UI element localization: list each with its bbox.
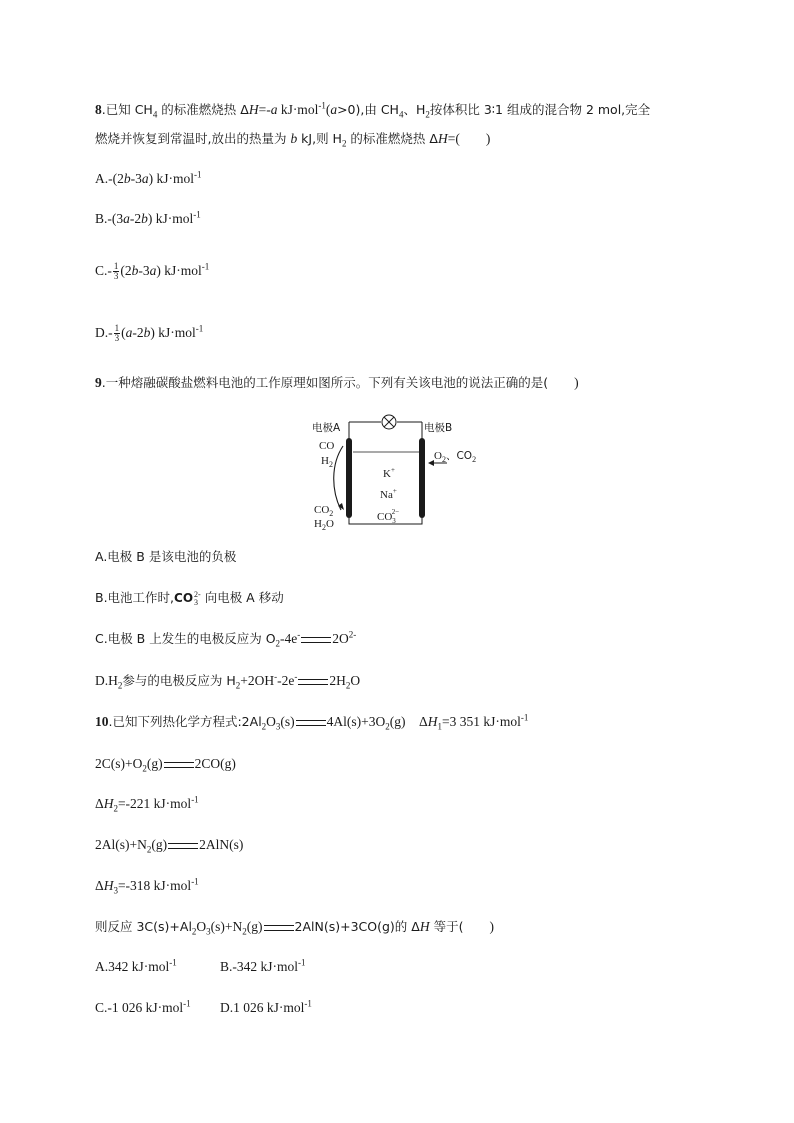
q10-dh2 (95, 795, 199, 813)
label-na-ion (380, 487, 397, 501)
q10-text: (s)+N (210, 919, 243, 934)
option-text: ( (121, 325, 126, 340)
eq-text: Δ (95, 878, 104, 893)
option-sub: 2 (345, 680, 351, 691)
q10-sup: -1 (520, 712, 529, 723)
eq-text: 2Al(s)+N (95, 837, 147, 852)
option-text: -2e (277, 673, 295, 688)
q10-equation-2 (95, 755, 236, 773)
q10-var: H (419, 919, 430, 934)
option-sup: -1 (201, 261, 210, 272)
option-text: A.电极 B 是该电池的负极 (95, 549, 237, 564)
option-sub: 2 (275, 638, 281, 649)
option-text: -4e (280, 631, 298, 646)
option-text: +2OH (240, 673, 275, 688)
q8-sub: 4 (152, 109, 158, 120)
option-sup: -1 (298, 957, 306, 968)
label-k-ion (383, 466, 395, 480)
label-co2-sub: 2 (329, 509, 334, 518)
label-k: K (383, 468, 391, 480)
ion-charge-sup: 2- (194, 589, 201, 599)
q9-option-b[interactable] (95, 589, 284, 607)
eq-text: (g) (151, 837, 168, 852)
q8-text: >0),由 CH (337, 102, 399, 117)
eq-text: 2C(s)+O (95, 756, 143, 771)
option-text: ) kJ·mol (156, 263, 202, 278)
option-text: C.电极 B 上发生的电极反应为 O (95, 631, 276, 646)
label-electrode-a: 电极A (312, 422, 341, 434)
label-co2 (314, 504, 333, 518)
ion-charge-sub: 3 (194, 597, 199, 607)
q8-text: 的标准燃烧热 Δ (157, 102, 249, 117)
fraction (113, 262, 120, 281)
q10-sub: 2 (242, 926, 247, 937)
q10-stem (95, 713, 528, 731)
q10-var: H (427, 714, 438, 729)
label-electrode-b: 电极B (424, 422, 453, 434)
option-var: b (131, 263, 139, 278)
fraction-denominator: 3 (113, 271, 119, 282)
q10-sub: 2 (385, 721, 390, 732)
q8-var: H (248, 102, 259, 117)
option-sup: -1 (195, 323, 204, 334)
q10-text: (g) (246, 919, 263, 934)
eq-sub: 2 (113, 803, 118, 814)
q8-sup: -1 (318, 100, 326, 111)
q10-text: 2AlN(s)+3CO(g)的 Δ (294, 919, 420, 934)
label-h2-sub: 2 (328, 460, 333, 469)
q8-var: a (270, 102, 278, 117)
label-h2o (314, 518, 334, 532)
label-h2 (321, 455, 333, 469)
option-sup: -1 (194, 169, 202, 180)
fraction (114, 324, 121, 343)
q10-text: =3 351 kJ·mol (441, 714, 521, 729)
option-var: b (143, 325, 151, 340)
eq-text: 2AlN(s) (199, 837, 244, 852)
q10-option-b[interactable] (220, 958, 306, 976)
q10-equation-3 (95, 836, 243, 854)
q10-sub: 3 (275, 721, 281, 732)
option-sup: -1 (193, 209, 201, 220)
fraction-denominator: 3 (114, 333, 120, 344)
electrode-a (346, 438, 352, 518)
option-var: a (125, 325, 133, 340)
eq-text: Δ (95, 796, 104, 811)
option-text: -2 (132, 325, 144, 340)
q8-sub: 2 (341, 138, 347, 149)
option-text: B.电池工作时, (95, 590, 175, 605)
option-text: D.H (95, 673, 118, 688)
q8-var: H (437, 131, 448, 146)
label-o2-sub: 2 (441, 455, 446, 464)
option-text: A.342 kJ·mol (95, 959, 170, 974)
q10-text: O (196, 919, 207, 934)
electrode-b (419, 438, 425, 518)
option-sup: -1 (183, 998, 191, 1009)
q10-option-c[interactable] (95, 999, 191, 1017)
q8-number: 8 (95, 102, 102, 117)
label-o2-text: O (434, 450, 442, 462)
q9-text: ) (574, 375, 579, 390)
option-text: 2O (332, 631, 349, 646)
option-text: -3 (138, 263, 150, 278)
q8-stem-line1 (95, 101, 650, 119)
q8-text: ( (325, 102, 331, 117)
q9-option-a[interactable] (95, 548, 236, 566)
q8-var: b (290, 131, 298, 146)
q8-text: kJ,则 H (297, 131, 342, 146)
q10-text: .已知下列热化学方程式:2Al (108, 714, 262, 729)
option-var: a (141, 171, 149, 186)
option-text: D.- (95, 325, 113, 340)
q9-number: 9 (95, 375, 102, 390)
q8-text: 燃烧并恢复到常温时,放出的热量为 (95, 131, 291, 146)
label-carbonate-ion (377, 508, 399, 525)
eq-sup: -1 (191, 876, 199, 887)
eq-var: H (103, 796, 114, 811)
eq-text: =-318 kJ·mol (117, 878, 192, 893)
option-text: B.-342 kJ·mol (220, 959, 299, 974)
eq-sup: -1 (191, 794, 199, 805)
option-text: 2H (329, 673, 346, 688)
option-text: A.-(2 (95, 171, 124, 186)
q8-stem-line2 (95, 130, 490, 148)
label-carbonate-sup: 2− (391, 508, 400, 516)
q8-var: a (330, 102, 338, 117)
reaction-equals-sign (264, 925, 294, 931)
option-text: B.-(3 (95, 211, 124, 226)
q8-text: kJ·mol (277, 102, 319, 117)
option-text: 参与的电极反应为 H (122, 673, 236, 688)
q10-text: (g) Δ (389, 714, 428, 729)
label-h2o-o: O (325, 518, 334, 530)
option-text: C.-1 026 kJ·mol (95, 1000, 184, 1015)
eq-var: H (103, 878, 114, 893)
label-co: CO (319, 440, 335, 452)
option-text: D.1 026 kJ·mol (220, 1000, 305, 1015)
option-sup: -1 (169, 957, 177, 968)
fuel-cell-diagram (306, 412, 496, 534)
reaction-equals-sign (168, 843, 198, 849)
option-text: -3 (130, 171, 142, 186)
eq-sub: 3 (113, 885, 118, 896)
option-text: ) kJ·mol (150, 325, 196, 340)
label-co2-text: CO (314, 504, 330, 516)
q10-text: 等于( (429, 919, 464, 934)
label-carbonate-sub: 3 (392, 517, 396, 525)
label-h2o-sub: 2 (321, 523, 326, 532)
label-k-sup: + (390, 466, 395, 474)
fraction-numerator: 1 (113, 261, 119, 272)
option-text: (2 (120, 263, 132, 278)
eq-text: =-221 kJ·mol (117, 796, 192, 811)
q10-text: O (266, 714, 276, 729)
label-carbonate: CO (377, 511, 393, 523)
q10-sub: 3 (206, 926, 211, 937)
q10-number: 10 (95, 714, 109, 729)
q8-text: =- (258, 102, 271, 117)
label-o2 (434, 450, 476, 464)
label-o2-co2-sub: 2 (472, 455, 477, 464)
gas-flow-arrow (334, 446, 343, 510)
eq-sub: 2 (142, 763, 147, 774)
eq-sub: 2 (146, 844, 152, 855)
q8-sub: 2 (425, 109, 430, 120)
carbonate-formula: CO (174, 591, 194, 605)
q8-text: =( (447, 131, 460, 146)
label-na-sup: + (392, 487, 397, 495)
label-na: Na (380, 489, 393, 501)
fraction-numerator: 1 (114, 323, 120, 334)
q9-text: .一种熔融碳酸盐燃料电池的工作原理如图所示。下列有关该电池的说法正确的是( (101, 375, 549, 390)
option-sup: - (274, 671, 278, 682)
reaction-equals-sign (301, 637, 331, 643)
q10-dh3 (95, 877, 199, 895)
q8-text: .已知 CH (101, 102, 153, 117)
q10-option-d[interactable] (220, 999, 312, 1017)
option-sup: -1 (304, 998, 312, 1009)
q9-option-d[interactable] (95, 672, 360, 690)
label-h2o-h: H (314, 518, 322, 530)
option-sub: 2 (117, 680, 123, 691)
q10-text: ) (489, 919, 494, 934)
option-text: -2 (129, 211, 142, 226)
option-var: a (123, 211, 130, 226)
reaction-equals-sign (296, 720, 326, 726)
option-text: ) kJ·mol (148, 171, 194, 186)
q10-question (95, 918, 494, 936)
eq-text: (g) (146, 756, 163, 771)
reaction-equals-sign (164, 762, 194, 768)
option-text: 向电极 A 移动 (200, 590, 284, 605)
q10-sub: 2 (191, 926, 197, 937)
q8-sub: 4 (398, 109, 404, 120)
label-o2-co2: 、CO (445, 450, 473, 462)
q10-text: 则反应 3C(s)+Al (95, 919, 192, 934)
ion-charge (194, 591, 201, 607)
q10-text: (s) (280, 714, 295, 729)
q8-option-b[interactable] (95, 210, 201, 228)
option-text: ) kJ·mol (147, 211, 194, 226)
q10-option-a[interactable] (95, 958, 177, 976)
q9-stem (95, 374, 579, 392)
q8-option-a[interactable] (95, 170, 202, 188)
option-var: b (141, 211, 148, 226)
option-sup: 2- (348, 629, 357, 640)
label-h2-text: H (321, 455, 329, 467)
q10-sub: 2 (261, 721, 267, 732)
option-sup: - (297, 629, 301, 640)
q8-text: 按体积比 3∶1 组成的混合物 2 mol,完全 (429, 102, 651, 117)
q8-text: ) (485, 131, 491, 146)
q9-option-c[interactable] (95, 630, 356, 648)
option-text: O (350, 673, 361, 688)
reaction-equals-sign (298, 679, 328, 685)
option-var: a (149, 263, 157, 278)
q8-option-d[interactable] (95, 324, 203, 343)
q10-sub: 1 (437, 721, 442, 732)
option-text: C.- (95, 263, 112, 278)
q8-option-c[interactable] (95, 262, 209, 281)
q10-text: 4Al(s)+3O (326, 714, 386, 729)
option-sup: - (294, 671, 298, 682)
option-sub: 2 (235, 680, 241, 691)
q8-text: 、H (403, 102, 426, 117)
option-var: b (123, 171, 131, 186)
eq-text: 2CO(g) (194, 756, 236, 771)
q8-text: 的标准燃烧热 Δ (346, 131, 438, 146)
